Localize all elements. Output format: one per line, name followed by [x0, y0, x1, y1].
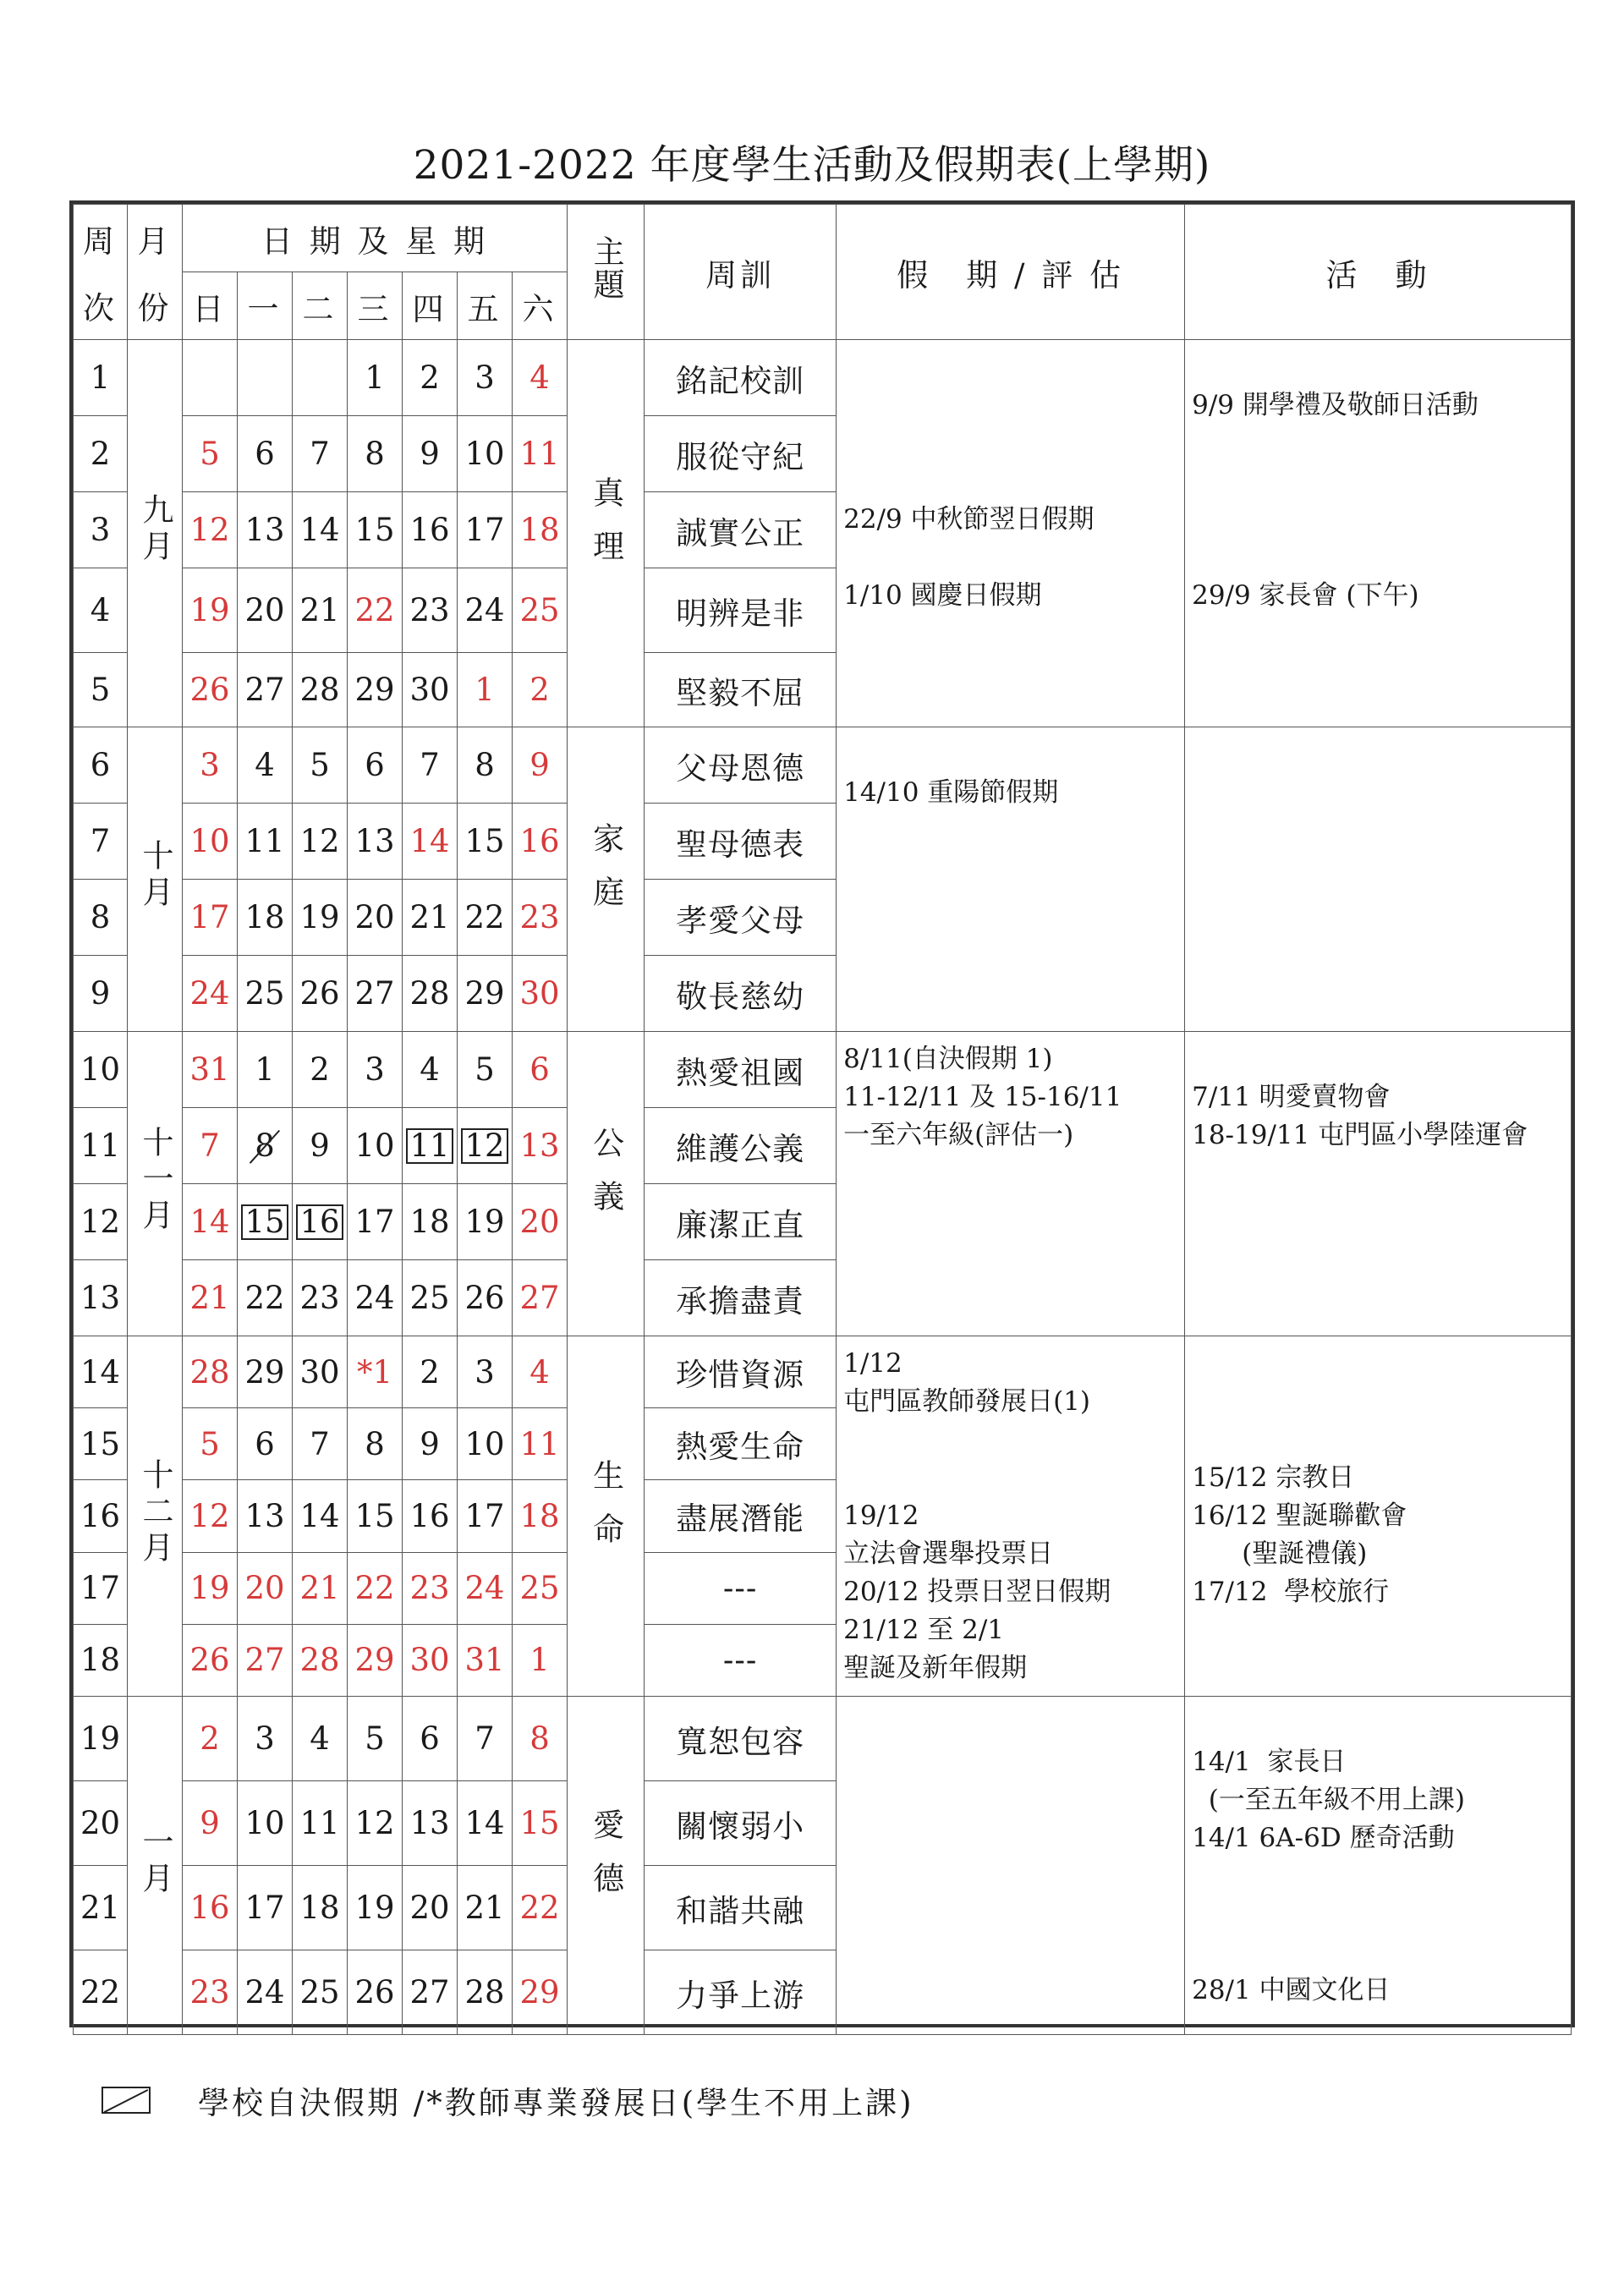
weekday-header: 四	[403, 272, 458, 340]
date-cell: 7	[293, 1408, 348, 1480]
date-cell: 26	[183, 653, 238, 727]
week-row	[74, 340, 1572, 416]
date-cell: 19	[183, 568, 238, 653]
weekday-header: 二	[293, 272, 348, 340]
date-cell: 23	[403, 1552, 458, 1624]
date-cell: 18	[403, 1184, 458, 1260]
weekly-motto: ---	[645, 1624, 837, 1696]
week-number: 2	[74, 416, 128, 492]
month-label: 九月	[128, 340, 183, 727]
date-cell: 10	[183, 804, 238, 880]
date-cell: 29	[348, 653, 403, 727]
holiday-notes: 14/10 重陽節假期	[837, 727, 1185, 1032]
weekly-motto: 銘記校訓	[645, 340, 837, 416]
date-cell	[183, 340, 238, 416]
date-cell: 19	[458, 1184, 513, 1260]
date-cell: 24	[458, 568, 513, 653]
date-cell: 3	[458, 340, 513, 416]
month-label: 十月	[128, 727, 183, 1032]
date-cell: 30	[293, 1336, 348, 1408]
week-row	[74, 1697, 1572, 1781]
theme-label: 生命	[568, 1336, 645, 1697]
date-cell: 29	[238, 1336, 293, 1408]
date-cell: 14	[293, 1480, 348, 1552]
date-cell: 6	[348, 727, 403, 804]
date-cell: 28	[183, 1336, 238, 1408]
dates-header: 日 期 及 星 期	[183, 205, 568, 272]
date-cell: 2	[183, 1697, 238, 1781]
date-cell: 22	[238, 1260, 293, 1336]
week-header-top: 周	[74, 205, 128, 272]
date-cell: 7	[183, 1108, 238, 1184]
date-cell: 10	[458, 416, 513, 492]
weekly-motto: 熱愛生命	[645, 1408, 837, 1480]
date-cell: 13	[348, 804, 403, 880]
holiday-notes: 1/12 屯門區教師發展日(1) 19/12 立法會選舉投票日 20/12 投票日翌日假期 21/12 至 2/1 聖誕及新年假期	[837, 1336, 1185, 1697]
date-cell: 31	[458, 1624, 513, 1696]
date-cell: 8	[458, 727, 513, 804]
date-cell: 9	[293, 1108, 348, 1184]
date-cell: 14	[183, 1184, 238, 1260]
date-cell: 10	[348, 1108, 403, 1184]
week-number: 16	[74, 1480, 128, 1552]
date-cell: 13	[513, 1108, 568, 1184]
calendar-table-frame	[69, 200, 1575, 2027]
month-header-bottom: 份	[128, 272, 183, 340]
week-number: 4	[74, 568, 128, 653]
month-label: 十二月	[128, 1336, 183, 1697]
date-cell: 27	[238, 1624, 293, 1696]
date-cell: 21	[293, 568, 348, 653]
date-cell: 30	[403, 653, 458, 727]
date-cell: 2	[403, 1336, 458, 1408]
holiday-notes: 8/11(自決假期 1) 11-12/11 及 15-16/11 一至六年級(評估一)	[837, 1032, 1185, 1336]
date-cell: 20	[238, 1552, 293, 1624]
date-cell: 18	[293, 1866, 348, 1950]
date-cell: 27	[403, 1950, 458, 2035]
date-cell: 10	[458, 1408, 513, 1480]
date-cell: 6	[403, 1697, 458, 1781]
date-cell: 28	[293, 653, 348, 727]
date-cell: 9	[403, 416, 458, 492]
activity-notes: 14/1 家長日 (一至五年級不用上課) 14/1 6A-6D 歷奇活動 28/1 中國文化日	[1185, 1697, 1572, 2035]
date-cell: 28	[293, 1624, 348, 1696]
date-cell: 19	[348, 1866, 403, 1950]
week-number: 15	[74, 1408, 128, 1480]
date-cell: 28	[403, 956, 458, 1032]
date-cell: 25	[513, 1552, 568, 1624]
weekly-motto: 廉潔正直	[645, 1184, 837, 1260]
date-cell: 20	[238, 568, 293, 653]
date-cell: 25	[513, 568, 568, 653]
date-cell: 23	[183, 1950, 238, 2035]
weekly-motto: 力爭上游	[645, 1950, 837, 2035]
date-cell: 17	[458, 492, 513, 568]
date-cell: 29	[513, 1950, 568, 2035]
week-row	[74, 1336, 1572, 1408]
date-cell: 22	[348, 1552, 403, 1624]
date-cell: 7	[293, 416, 348, 492]
week-number: 7	[74, 804, 128, 880]
date-cell: 7	[403, 727, 458, 804]
date-cell: 13	[238, 1480, 293, 1552]
weekly-motto: 盡展潛能	[645, 1480, 837, 1552]
weekly-motto: 誠實公正	[645, 492, 837, 568]
date-cell: 15	[513, 1781, 568, 1866]
date-cell: 19	[293, 880, 348, 956]
week-number: 20	[74, 1781, 128, 1866]
date-cell: 3	[183, 727, 238, 804]
date-cell: 4	[513, 340, 568, 416]
date-cell: 24	[183, 956, 238, 1032]
date-cell: 1	[238, 1032, 293, 1108]
theme-header: 主題	[568, 205, 645, 340]
weekly-motto: 關懷弱小	[645, 1781, 837, 1866]
date-cell: *1	[348, 1336, 403, 1408]
date-cell: 14	[458, 1781, 513, 1866]
date-cell: 9	[183, 1781, 238, 1866]
date-cell: 29	[458, 956, 513, 1032]
date-cell: 4	[403, 1032, 458, 1108]
activity-notes: 15/12 宗教日 16/12 聖誕聯歡會 (聖誕禮儀) 17/12 學校旅行	[1185, 1336, 1572, 1697]
weekly-motto: 承擔盡責	[645, 1260, 837, 1336]
date-cell: 16	[403, 1480, 458, 1552]
calendar-table	[73, 204, 1572, 2035]
date-cell: 20	[513, 1184, 568, 1260]
legend-text: 學校自決假期 /*教師專業發展日(學生不用上課)	[198, 2085, 914, 2121]
date-cell: 25	[293, 1950, 348, 2035]
date-cell: 17	[348, 1184, 403, 1260]
date-cell: 6	[238, 416, 293, 492]
date-cell: 5	[183, 416, 238, 492]
date-cell: 9	[513, 727, 568, 804]
activities-header: 活 動	[1185, 205, 1572, 340]
weekly-motto: 維護公義	[645, 1108, 837, 1184]
weekly-motto: ---	[645, 1552, 837, 1624]
date-cell: 8	[348, 416, 403, 492]
week-number: 9	[74, 956, 128, 1032]
date-cell: 5	[348, 1697, 403, 1781]
date-cell: 22	[348, 568, 403, 653]
month-header-top: 月	[128, 205, 183, 272]
theme-label: 公義	[568, 1032, 645, 1336]
date-cell: 15	[238, 1184, 293, 1260]
date-cell: 22	[458, 880, 513, 956]
date-cell: 25	[238, 956, 293, 1032]
date-cell: 11	[513, 1408, 568, 1480]
weekly-motto: 熱愛祖國	[645, 1032, 837, 1108]
date-cell: 24	[348, 1260, 403, 1336]
date-cell: 12	[183, 1480, 238, 1552]
date-cell: 18	[513, 492, 568, 568]
weekday-header: 三	[348, 272, 403, 340]
week-number: 13	[74, 1260, 128, 1336]
date-cell: 26	[293, 956, 348, 1032]
week-number: 18	[74, 1624, 128, 1696]
date-cell: 19	[183, 1552, 238, 1624]
weekly-motto: 聖母德表	[645, 804, 837, 880]
week-number: 14	[74, 1336, 128, 1408]
date-cell: 6	[238, 1408, 293, 1480]
date-cell: 24	[458, 1552, 513, 1624]
date-cell: 15	[348, 1480, 403, 1552]
date-cell	[293, 340, 348, 416]
week-number: 10	[74, 1032, 128, 1108]
theme-label: 愛德	[568, 1697, 645, 2035]
date-cell: 5	[458, 1032, 513, 1108]
date-cell: 6	[513, 1032, 568, 1108]
date-cell: 21	[458, 1866, 513, 1950]
page-title: 2021-2022 年度學生活動及假期表(上學期)	[413, 142, 1211, 189]
date-cell: 26	[348, 1950, 403, 2035]
weekly-motto: 堅毅不屈	[645, 653, 837, 727]
date-cell: 26	[458, 1260, 513, 1336]
week-number: 8	[74, 880, 128, 956]
theme-label: 家庭	[568, 727, 645, 1032]
date-cell: 1	[348, 340, 403, 416]
activity-notes: 9/9 開學禮及敬師日活動 29/9 家長會 (下午)	[1185, 340, 1572, 727]
week-number: 3	[74, 492, 128, 568]
week-row	[74, 1032, 1572, 1108]
date-cell: 14	[403, 804, 458, 880]
date-cell: 12	[348, 1781, 403, 1866]
weekday-header: 五	[458, 272, 513, 340]
holiday-notes: 22/9 中秋節翌日假期 1/10 國慶日假期	[837, 340, 1185, 727]
date-cell: 2	[403, 340, 458, 416]
date-cell: 16	[183, 1866, 238, 1950]
date-cell: 3	[238, 1697, 293, 1781]
week-header-bottom: 次	[74, 272, 128, 340]
date-cell: 11	[513, 416, 568, 492]
date-cell: 7	[458, 1697, 513, 1781]
weekly-motto: 敬長慈幼	[645, 956, 837, 1032]
date-cell: 28	[458, 1950, 513, 2035]
date-cell	[238, 340, 293, 416]
week-row	[74, 727, 1572, 804]
week-number: 22	[74, 1950, 128, 2035]
weekly-motto: 珍惜資源	[645, 1336, 837, 1408]
date-cell: 24	[238, 1950, 293, 2035]
week-number: 17	[74, 1552, 128, 1624]
weekday-header: 一	[238, 272, 293, 340]
date-cell: 1	[458, 653, 513, 727]
date-cell: 31	[183, 1032, 238, 1108]
date-cell: 4	[238, 727, 293, 804]
date-cell: 18	[238, 880, 293, 956]
date-cell: 21	[403, 880, 458, 956]
strike-box-icon	[102, 2087, 151, 2114]
date-cell: 5	[183, 1408, 238, 1480]
date-cell: 4	[513, 1336, 568, 1408]
date-cell: 23	[403, 568, 458, 653]
weekday-header: 日	[183, 272, 238, 340]
date-cell: 11	[293, 1781, 348, 1866]
date-cell: 17	[238, 1866, 293, 1950]
date-cell: 16	[293, 1184, 348, 1260]
date-cell: 13	[403, 1781, 458, 1866]
week-number: 19	[74, 1697, 128, 1781]
date-cell: 27	[238, 653, 293, 727]
weekday-header: 六	[513, 272, 568, 340]
date-cell: 17	[458, 1480, 513, 1552]
week-number: 12	[74, 1184, 128, 1260]
date-cell: 25	[403, 1260, 458, 1336]
date-cell: 21	[293, 1552, 348, 1624]
weekly-motto: 寬恕包容	[645, 1697, 837, 1781]
theme-label: 真理	[568, 340, 645, 727]
holidays-header: 假 期 / 評 估	[837, 205, 1185, 340]
legend	[102, 2077, 914, 2123]
date-cell: 13	[238, 492, 293, 568]
month-label: 十一月	[128, 1032, 183, 1336]
date-cell: 23	[293, 1260, 348, 1336]
date-cell: 26	[183, 1624, 238, 1696]
activity-notes: 7/11 明愛賣物會 18-19/11 屯門區小學陸運會	[1185, 1032, 1572, 1336]
date-cell: 11	[403, 1108, 458, 1184]
date-cell: 21	[183, 1260, 238, 1336]
date-cell: 12	[458, 1108, 513, 1184]
date-cell: 1	[513, 1624, 568, 1696]
date-cell: 10	[238, 1781, 293, 1866]
date-cell: 20	[403, 1866, 458, 1950]
week-number: 5	[74, 653, 128, 727]
holiday-notes	[837, 1697, 1185, 2035]
date-cell: 29	[348, 1624, 403, 1696]
date-cell: 22	[513, 1866, 568, 1950]
activity-notes	[1185, 727, 1572, 1032]
weekly-motto: 明辨是非	[645, 568, 837, 653]
date-cell: 20	[348, 880, 403, 956]
weekly-motto: 父母恩德	[645, 727, 837, 804]
date-cell: 3	[458, 1336, 513, 1408]
date-cell: 15	[348, 492, 403, 568]
date-cell: 15	[458, 804, 513, 880]
date-cell: 27	[513, 1260, 568, 1336]
weekly-motto: 孝愛父母	[645, 880, 837, 956]
motto-header: 周訓	[645, 205, 837, 340]
date-cell: 27	[348, 956, 403, 1032]
date-cell: 8	[238, 1108, 293, 1184]
date-cell: 16	[403, 492, 458, 568]
date-cell: 23	[513, 880, 568, 956]
date-cell: 8	[513, 1697, 568, 1781]
date-cell: 18	[513, 1480, 568, 1552]
date-cell: 8	[348, 1408, 403, 1480]
date-cell: 5	[293, 727, 348, 804]
week-number: 1	[74, 340, 128, 416]
date-cell: 4	[293, 1697, 348, 1781]
date-cell: 11	[238, 804, 293, 880]
date-cell: 30	[403, 1624, 458, 1696]
date-cell: 9	[403, 1408, 458, 1480]
date-cell: 2	[293, 1032, 348, 1108]
date-cell: 16	[513, 804, 568, 880]
month-label: 一月	[128, 1697, 183, 2035]
week-number: 11	[74, 1108, 128, 1184]
date-cell: 17	[183, 880, 238, 956]
week-number: 21	[74, 1866, 128, 1950]
weekly-motto: 服從守紀	[645, 416, 837, 492]
week-number: 6	[74, 727, 128, 804]
date-cell: 30	[513, 956, 568, 1032]
date-cell: 12	[293, 804, 348, 880]
weekly-motto: 和諧共融	[645, 1866, 837, 1950]
date-cell: 3	[348, 1032, 403, 1108]
date-cell: 2	[513, 653, 568, 727]
date-cell: 12	[183, 492, 238, 568]
date-cell: 14	[293, 492, 348, 568]
